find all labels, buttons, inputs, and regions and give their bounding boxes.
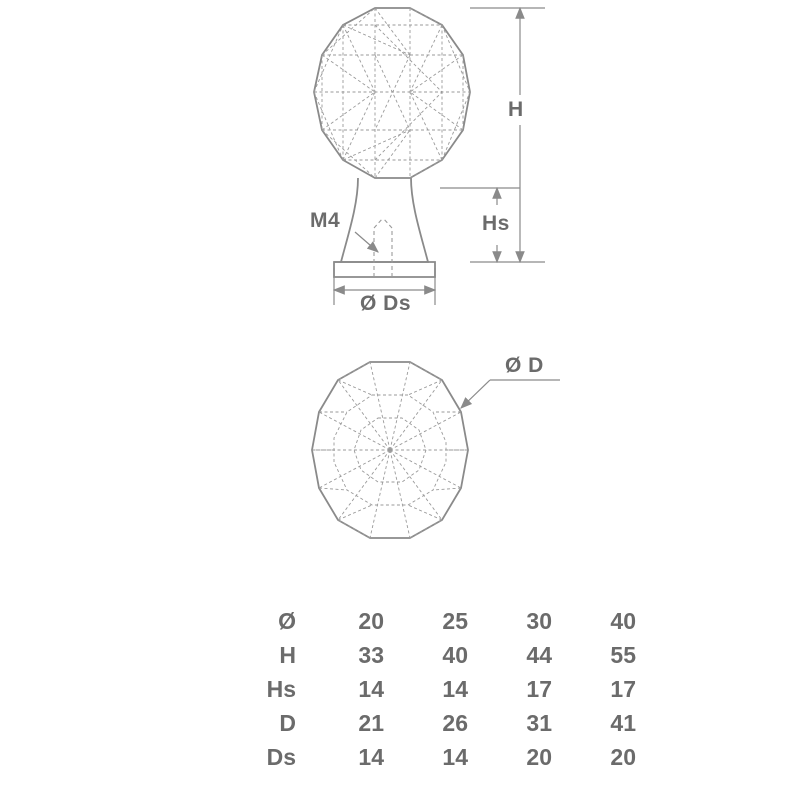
table-row (236, 638, 658, 672)
cell-value: 20 (358, 608, 384, 634)
front-view-group (314, 8, 545, 305)
cell-value: 55 (610, 642, 636, 668)
cell-value: 33 (358, 642, 384, 668)
cell-value: 25 (442, 608, 468, 634)
table-row (236, 672, 658, 706)
cell-value: 17 (526, 676, 552, 702)
cell-value: 20 (526, 744, 552, 770)
cell-value: 14 (442, 744, 468, 770)
label-M4: M4 (310, 209, 341, 232)
ball-outline-front (314, 8, 470, 178)
row-label: Hs (266, 676, 296, 702)
cell-value: 44 (526, 642, 552, 668)
row-label: D (279, 710, 296, 736)
cell-value: 41 (610, 710, 636, 736)
table-row (236, 740, 658, 774)
cell-value: 20 (610, 744, 636, 770)
table-row (236, 706, 658, 740)
dimension-D (461, 380, 560, 408)
table-row (236, 604, 658, 638)
label-Ds: Ø Ds (360, 292, 412, 315)
dimension-table (236, 604, 658, 774)
cell-value: 40 (442, 642, 468, 668)
cell-value: 21 (358, 710, 384, 736)
row-label: Ø (278, 608, 296, 634)
label-Hs: Hs (482, 212, 510, 235)
cell-value: 17 (610, 676, 636, 702)
row-label: Ds (266, 744, 296, 770)
label-H: H (508, 98, 524, 121)
cell-value: 14 (358, 676, 384, 702)
knob-base-flange (334, 262, 435, 277)
label-D: Ø D (505, 354, 544, 377)
cell-value: 26 (442, 710, 468, 736)
cell-value: 14 (442, 676, 468, 702)
cell-value: 40 (610, 608, 636, 634)
cell-value: 14 (358, 744, 384, 770)
row-label: H (279, 642, 296, 668)
top-view-group (312, 362, 560, 538)
cell-value: 30 (526, 608, 552, 634)
cell-value: 31 (526, 710, 552, 736)
